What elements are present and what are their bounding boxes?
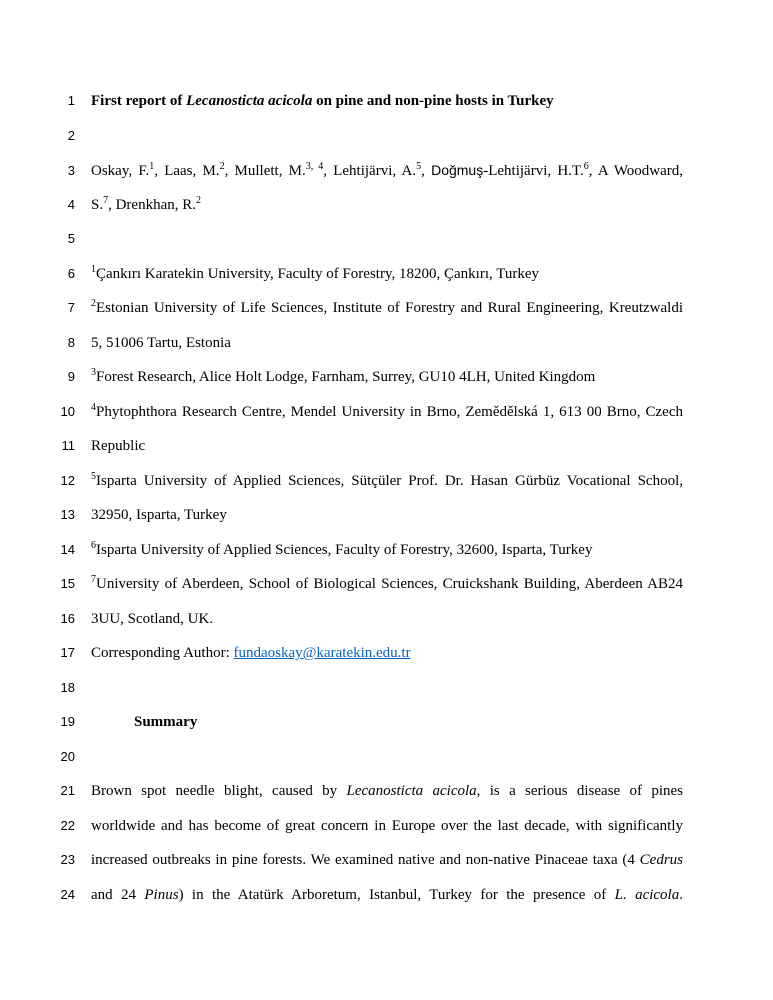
line-text: [91, 395, 683, 430]
text-segment: increased outbreaks in pine forests. We examined native and non-native Pinaceae taxa (4: [91, 852, 640, 868]
text-segment: Forest Research, Alice Holt Lodge, Farnham, Surrey, GU10 4LH, United Kingdom: [96, 369, 596, 385]
line-number: 18: [60, 679, 75, 695]
text-segment: , Laas, M.: [154, 163, 220, 179]
line-number: 16: [60, 610, 75, 626]
document-line-12: [0, 464, 773, 499]
document-line-10: [0, 395, 773, 430]
document-line-7: [0, 291, 773, 326]
text-segment: 2: [219, 161, 225, 172]
text-segment: 4: [91, 401, 96, 413]
line-text: [91, 843, 683, 878]
text-segment: 3: [91, 367, 96, 378]
document-line-5: [0, 222, 773, 257]
line-number: 10: [60, 403, 75, 419]
line-text: [91, 705, 683, 740]
line-text: [91, 188, 683, 223]
document-line-23: [0, 843, 773, 878]
text-segment: 6: [91, 539, 96, 551]
line-text: [91, 567, 683, 602]
line-number: 11: [61, 438, 75, 453]
line-text: [91, 809, 683, 844]
text-segment: Pinus: [144, 886, 179, 903]
text-segment: First report of: [91, 93, 187, 109]
document-line-1: [0, 84, 773, 119]
text-segment: 2: [91, 298, 96, 309]
document-line-8: [0, 326, 773, 361]
line-text: [91, 291, 683, 326]
line-text: [91, 153, 683, 189]
document-line-24: [0, 878, 773, 913]
text-segment: Oskay, F.: [91, 163, 150, 179]
text-segment: 7: [103, 194, 109, 206]
text-segment: ) in the Atatürk Arboretum, Istanbul, Turkey for the presence of: [178, 886, 615, 903]
text-segment: 3UU, Scotland, UK.: [91, 610, 214, 627]
text-segment: 3, 4: [305, 161, 324, 172]
line-number: 19: [60, 714, 75, 729]
document-line-20: [0, 740, 773, 775]
line-number: 22: [60, 817, 75, 833]
line-text: [91, 429, 683, 464]
line-number: 13: [60, 507, 75, 522]
line-text: [91, 326, 683, 361]
line-text: [91, 878, 683, 913]
line-number: 15: [60, 576, 75, 591]
line-number: 4: [67, 196, 75, 212]
text-segment: Doğmuş: [431, 162, 484, 178]
line-number: 9: [67, 369, 75, 384]
text-segment: 5: [416, 161, 422, 172]
document-line-21: [0, 774, 773, 809]
text-segment: , is a serious disease of pines: [476, 783, 683, 799]
text-segment: 1: [149, 161, 155, 172]
text-segment: 1: [91, 263, 96, 275]
line-number: 21: [60, 783, 75, 798]
document-line-2: [0, 119, 773, 154]
line-text: [91, 533, 683, 568]
document-line-17: [0, 636, 773, 671]
text-segment: Lecanosticta acicola: [346, 783, 477, 799]
document-line-15: [0, 567, 773, 602]
text-segment: 6: [583, 161, 589, 172]
line-number: 5: [67, 231, 75, 246]
text-segment: Phytophthora Research Centre, Mendel University in Brno, Zemědělská 1, 613 00 Brno, Czech: [96, 403, 683, 420]
text-segment: University of Aberdeen, School of Biological Sciences, Cruickshank Building, Aberdeen AB24: [96, 576, 683, 592]
line-number: 17: [60, 645, 75, 660]
line-number: 1: [67, 93, 75, 108]
line-text: [91, 774, 683, 809]
document-line-11: [0, 429, 773, 464]
text-segment: 7: [91, 574, 96, 585]
document-line-22: [0, 809, 773, 844]
document-line-3: [0, 153, 773, 188]
text-segment: , Lehtijärvi, A.: [323, 163, 417, 179]
text-segment: , Drenkhan, R.: [108, 196, 196, 213]
line-number: 2: [67, 127, 75, 143]
line-number: 8: [67, 334, 75, 350]
line-text: [91, 84, 683, 119]
text-segment: 5, 51006 Tartu, Estonia: [91, 334, 231, 351]
text-segment: Brown spot needle blight, caused by: [91, 783, 347, 799]
text-segment: , Mullett, M.: [224, 163, 306, 179]
line-text: [91, 498, 683, 533]
text-segment: -Lehtijärvi, H.T.: [483, 163, 584, 179]
document-line-4: [0, 188, 773, 223]
line-text: [91, 360, 683, 395]
text-segment: on pine and non-pine hosts in Turkey: [312, 93, 554, 109]
text-segment: Estonian University of Life Sciences, Institute of Forestry and Rural Engineering, Kreutzwaldi: [96, 300, 683, 316]
document-line-6: [0, 257, 773, 292]
text-segment: Lecanosticta acicola: [186, 93, 313, 109]
text-segment: Corresponding Author:: [91, 645, 234, 661]
text-segment: Cedrus: [639, 852, 683, 868]
document-line-16: [0, 602, 773, 637]
document-line-19: [0, 705, 773, 740]
text-segment: and 24: [91, 886, 145, 903]
text-segment: S.: [91, 196, 104, 213]
email-link[interactable]: fundaoskay@karatekin.edu.tr: [233, 645, 411, 661]
text-segment: 32950, Isparta, Turkey: [91, 507, 227, 523]
text-segment: 2: [196, 194, 201, 206]
document-line-14: [0, 533, 773, 568]
line-text: [91, 464, 683, 499]
line-number: 20: [60, 748, 75, 764]
text-segment: Republic: [91, 438, 146, 454]
line-number: 7: [67, 300, 75, 315]
document-body: [0, 84, 773, 912]
document-line-18: [0, 671, 773, 706]
line-number: 23: [60, 852, 75, 867]
line-number: 24: [60, 886, 75, 902]
document-line-13: [0, 498, 773, 533]
line-number: 14: [60, 541, 75, 557]
text-segment: , A Woodward,: [588, 163, 684, 179]
text-segment: ,: [421, 163, 432, 179]
text-segment: Isparta University of Applied Sciences, Faculty of Forestry, 32600, Isparta, Turkey: [96, 541, 593, 558]
line-number: 12: [60, 472, 75, 488]
document-line-9: [0, 360, 773, 395]
line-number: 6: [67, 265, 75, 281]
line-text: [91, 257, 683, 292]
text-segment: worldwide and has become of great concern in Europe over the last decade, with significantly: [91, 817, 683, 834]
text-segment: Summary: [134, 714, 198, 730]
line-text: [91, 602, 683, 637]
text-segment: .: [679, 886, 683, 903]
text-segment: Çankırı Karatekin University, Faculty of Forestry, 18200, Çankırı, Turkey: [96, 265, 539, 282]
line-text: [91, 636, 683, 671]
text-segment: 5: [91, 470, 96, 482]
line-number: 3: [67, 163, 75, 178]
text-segment: L. acicola: [614, 886, 680, 903]
text-segment: Isparta University of Applied Sciences, Sütçüler Prof. Dr. Hasan Gürbüz Vocational School,: [96, 472, 683, 489]
